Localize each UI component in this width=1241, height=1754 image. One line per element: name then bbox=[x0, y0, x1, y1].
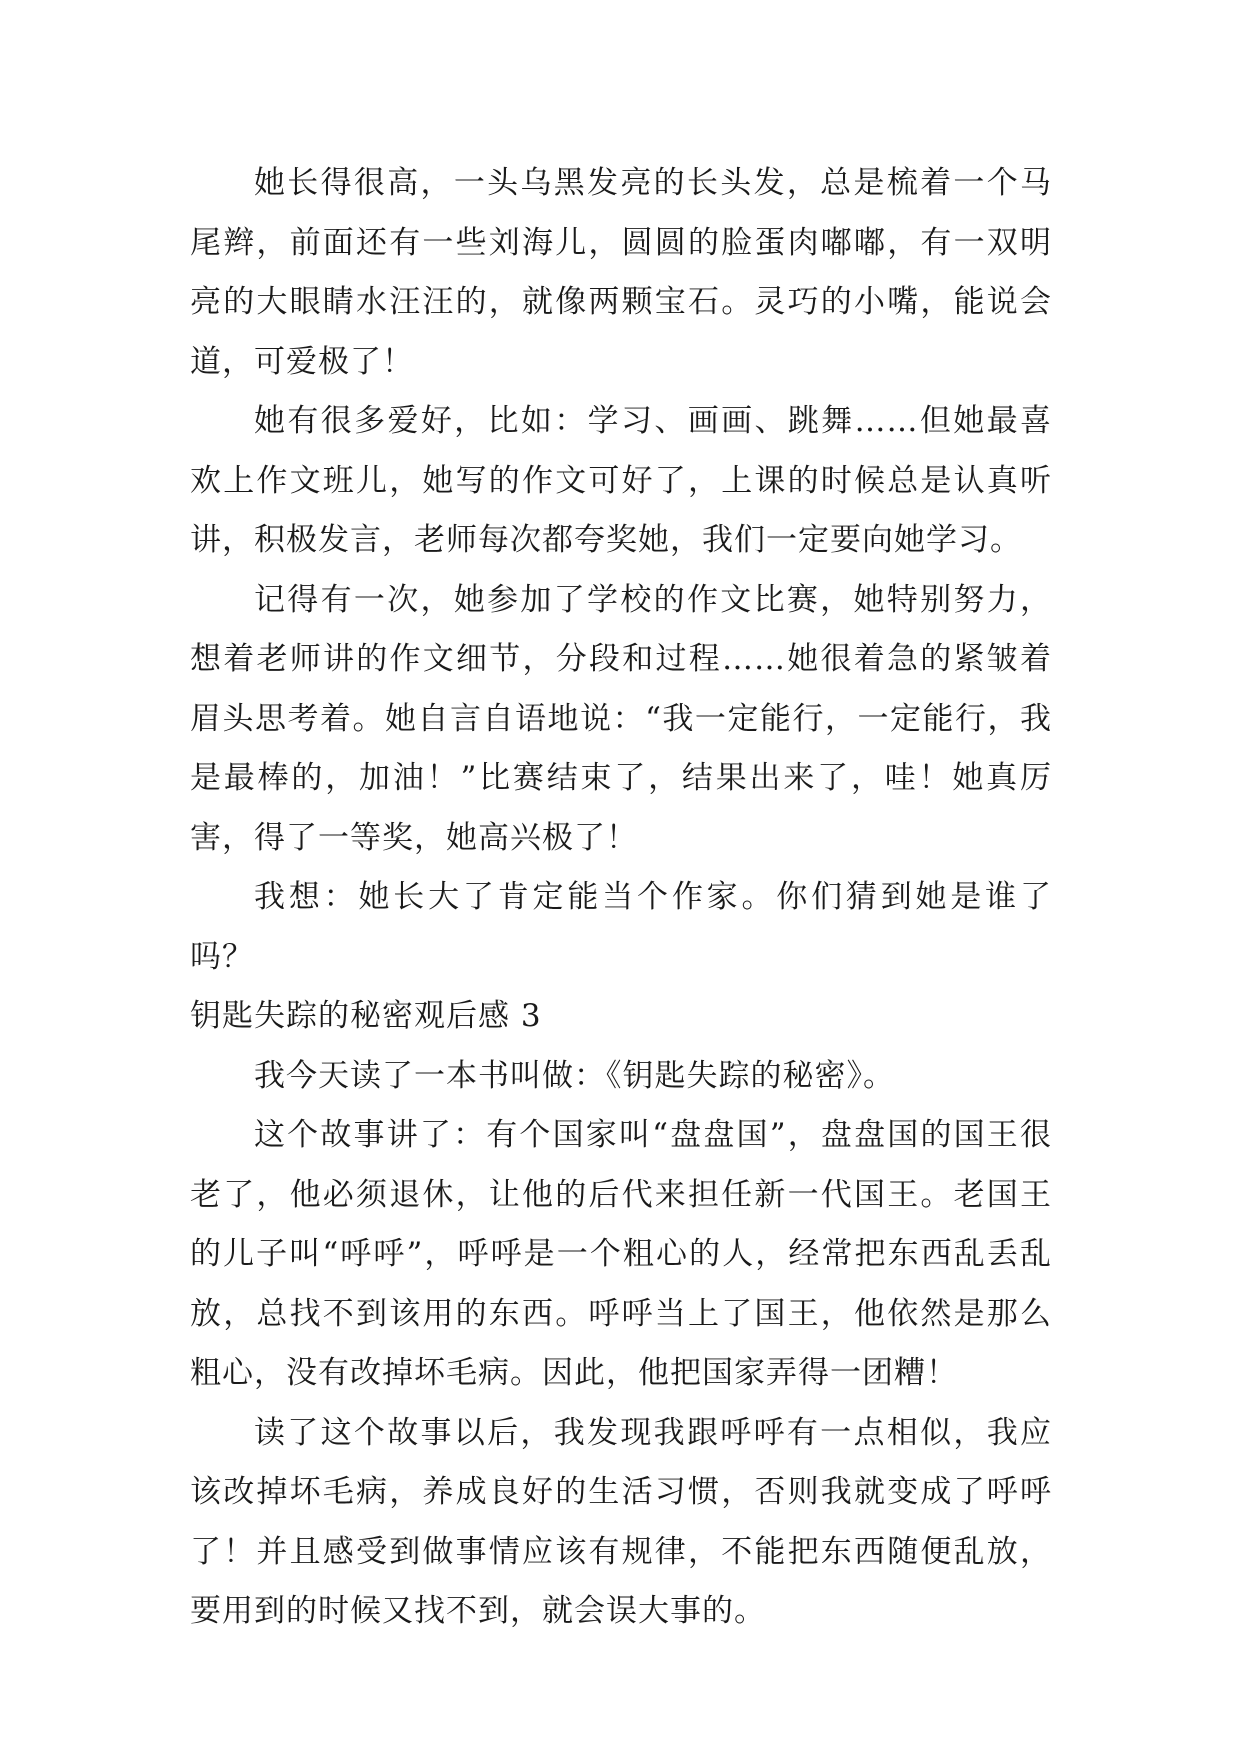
paragraph-appearance: 她长得很高，一头乌黑发亮的长头发，总是梳着一个马尾辫，前面还有一些刘海儿，圆圆的脸蛋肉嘟嘟，有一双明亮的大眼睛水汪汪的，就像两颗宝石。灵巧的小嘴，能说会道，可爱极了！ bbox=[190, 165, 1052, 380]
section-title: 钥匙失踪的秘密观后感 3 bbox=[190, 998, 542, 1034]
paragraph-book-intro: 我今天读了一本书叫做：《钥匙失踪的秘密》。 bbox=[254, 1057, 895, 1094]
paragraph-conclusion: 我想：她长大了肯定能当个作家。你们猜到她是谁了吗？ bbox=[190, 879, 1052, 975]
paragraph-reflection: 读了这个故事以后，我发现我跟呼呼有一点相似，我应该改掉坏毛病，养成良好的生活习惯，否则我就变成了呼呼了！并且感受到做事情应该有规律，不能把东西随便乱放，要用到的时候又找不到，就会误大事的。 bbox=[190, 1414, 1052, 1629]
paragraph-competition: 记得有一次，她参加了学校的作文比赛，她特别努力，想着老师讲的作文细节，分段和过程……她很着急的紧皱着眉头思考着。她自言自语地说：“我一定能行，一定能行，我是最棒的，加油！”比赛结束了，结果出来了，哇！她真厉害，得了一等奖，她高兴极了！ bbox=[190, 581, 1052, 856]
paragraph-story-summary: 这个故事讲了：有个国家叫“盘盘国”，盘盘国的国王很老了，他必须退休，让他的后代来担任新一代国王。老国王的儿子叫“呼呼”，呼呼是一个粗心的人，经常把东西乱丢乱放，总找不到该用的东西。呼呼当上了国王，他依然是那么粗心，没有改掉坏毛病。因此，他把国家弄得一团糟！ bbox=[190, 1117, 1052, 1391]
paragraph-hobbies: 她有很多爱好，比如：学习、画画、跳舞……但她最喜欢上作文班儿，她写的作文可好了，上课的时候总是认真听讲，积极发言，老师每次都夸奖她，我们一定要向她学习。 bbox=[190, 403, 1052, 558]
document-body bbox=[190, 154, 1052, 1642]
